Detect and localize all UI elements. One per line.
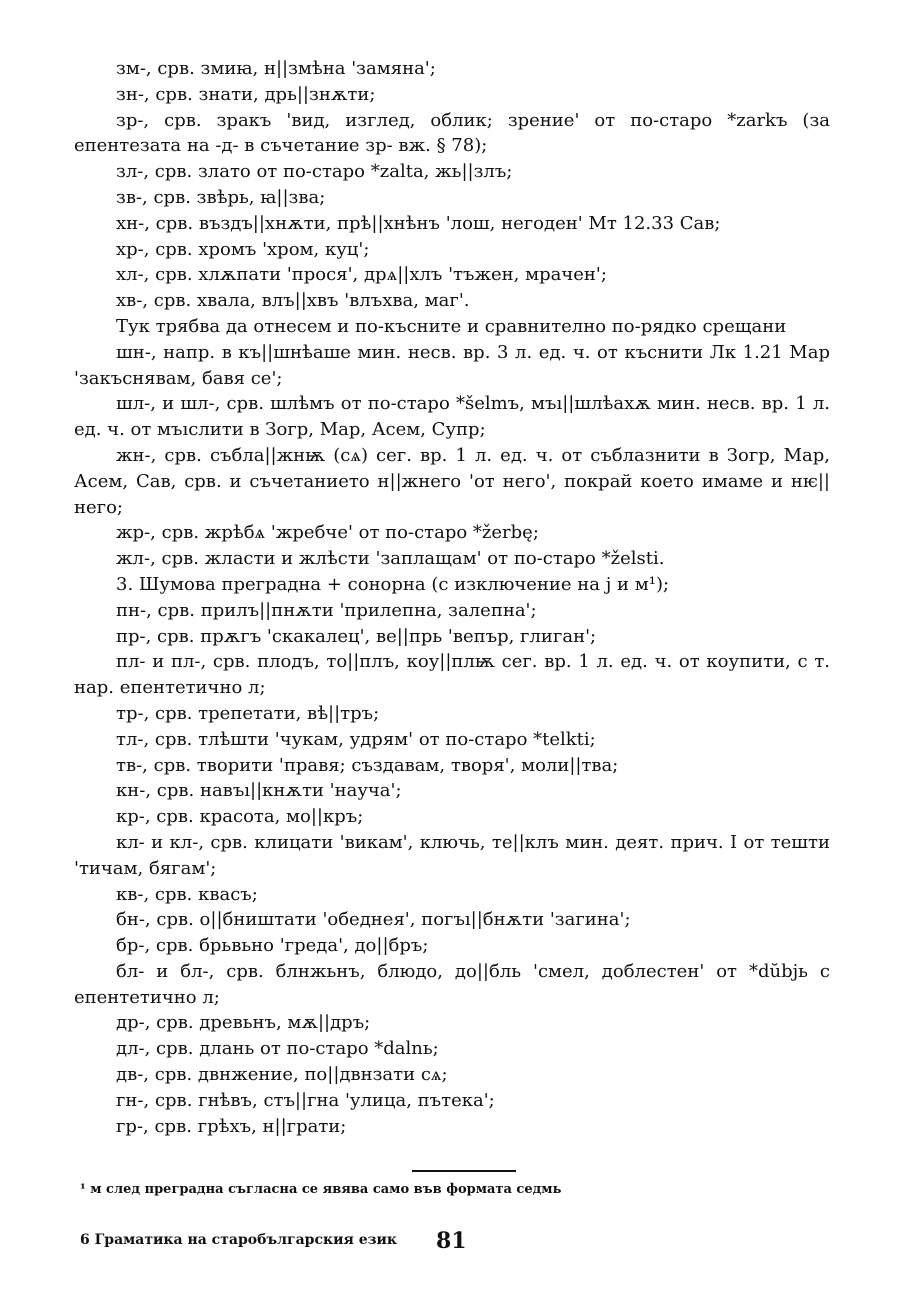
line-zr: зр-, срв. зракъ 'вид, изглед, облик; зрение' от по-старо *zarkъ (за епентезата на -д- в съчетание зр- вж. § 78); <box>74 109 830 157</box>
line-shl: шл-, и шл-, срв. шлѣмъ от по-старо *šelmъ, мъı||шлѣахѫ мин. несв. вр. 1 л. ед. ч. от мъıслити в Зогр, Мар, Асем, Супр; <box>74 393 830 441</box>
line-kv: кв-, срв. квасъ; <box>116 883 258 905</box>
line-kn: кн-, срв. навъı||кнѫти 'науча'; <box>116 780 402 802</box>
line-kr: кр-, срв. красота, мо||кръ; <box>116 806 364 828</box>
page-number: 81 <box>436 1228 467 1254</box>
line-zn: зн-, срв. знати, дрь||знѫти; <box>116 83 376 105</box>
line-gr: гр-, срв. грѣхъ, н||грати; <box>116 1115 347 1137</box>
line-shn: шн-, напр. в къ||шнѣаше мин. несв. вр. 3 л. ед. ч. от къснити Лк 1.21 Мар 'закъснявам, бавя се'; <box>74 341 830 389</box>
line-zhr: жр-, срв. жрѣбѧ 'жребче' от по-старо *žerbę; <box>116 522 539 544</box>
footnote-divider <box>412 1170 516 1172</box>
section-heading-3: 3. Шумова преградна + сонорна (с изключение на j и м¹); <box>116 573 670 595</box>
line-zhn: жн-, срв. съблa||жнѭ (сѧ) сег. вр. 1 л. ед. ч. от съблазнити в Зогр, Мар, Асем, Сав, срв. и съчетанието н||жнего 'от него', покрай което имаме и нѥ||него; <box>74 444 830 518</box>
line-intro-later: Тук трябва да отнесем и по-късните и сравнително по-рядко срещани <box>116 315 787 337</box>
line-dl: дл-, срв. длань от по-старо *dalnь; <box>116 1038 439 1060</box>
line-zhl: жл-, срв. жлaсти и жлѣсти 'заплащам' от по-старо *želsti. <box>116 548 665 570</box>
line-hl: хл-, срв. хлѫпати 'прося', дрѧ||хлъ 'тъжен, мрачен'; <box>116 264 607 286</box>
line-tl: тл-, срв. тлѣшти 'чукам, удрям' от по-старо *telkti; <box>116 728 596 750</box>
line-dr: др-, срв. древьнъ, мѫ||дръ; <box>116 1012 371 1034</box>
line-hv: хв-, срв. хвала, влъ||хвъ 'влъхва, маг'. <box>116 290 470 312</box>
line-hn: хн-, срв. въздъ||хнѫти, прѣ||хнѣнъ 'лош, негоден' Мт 12.33 Сав; <box>116 212 721 234</box>
line-tv: тв-, срв. творити 'правя; създавам, творя', моли||тва; <box>116 754 619 776</box>
line-gn: гн-, срв. гнѣвъ, стъ||гна 'улица, пътека'; <box>116 1089 495 1111</box>
line-kl: кл- и кл-, срв. клицати 'викам', ключь, те||клъ мин. деят. прич. I от тешти 'тичам, бягам'; <box>74 831 830 879</box>
line-zl: зл-, срв. злато от по-старо *zalta, жь||злъ; <box>116 161 513 183</box>
line-bn: бн-, срв. о||бништати 'обеднея', погъı||бнѫти 'загина'; <box>116 909 631 931</box>
footnote: ¹ м след преградна съгласна се явява само във формата седмь <box>80 1182 562 1197</box>
line-hr: хр-, срв. хромъ 'хром, куц'; <box>116 238 370 260</box>
line-br: бр-, срв. брьвьно 'греда', до||бръ; <box>116 935 429 957</box>
line-bl: бл- и бл-, срв. блнжьнъ, блюдо, до||бль 'смел, доблестен' от *dŭbjь с епентетично л; <box>74 960 830 1008</box>
line-zv: зв-, срв. звѣрь, ꙗ||зва; <box>116 186 326 208</box>
line-pl: пл- и пл-, срв. плодъ, то||плъ, коу||плѭ сег. вр. 1 л. ед. ч. от коупити, с т. нар. епентетично л; <box>74 651 830 699</box>
line-pr: пр-, срв. прѫгъ 'скакалец', ве||прь 'вепър, глиган'; <box>116 625 597 647</box>
body-text <box>74 56 830 1139</box>
line-zm: зм-, срв. змиꙗ, н||змѣна 'замяна'; <box>116 58 436 79</box>
running-footer: 6 Граматика на старобългарския език <box>80 1232 398 1248</box>
line-dv: дв-, срв. двнжение, по||двнзати сѧ; <box>116 1064 448 1086</box>
line-pn: пн-, срв. прилъ||пнѫти 'прилепна, залепна'; <box>116 599 537 621</box>
line-tr: тр-, срв. трепетати, вѣ||тръ; <box>116 702 380 724</box>
